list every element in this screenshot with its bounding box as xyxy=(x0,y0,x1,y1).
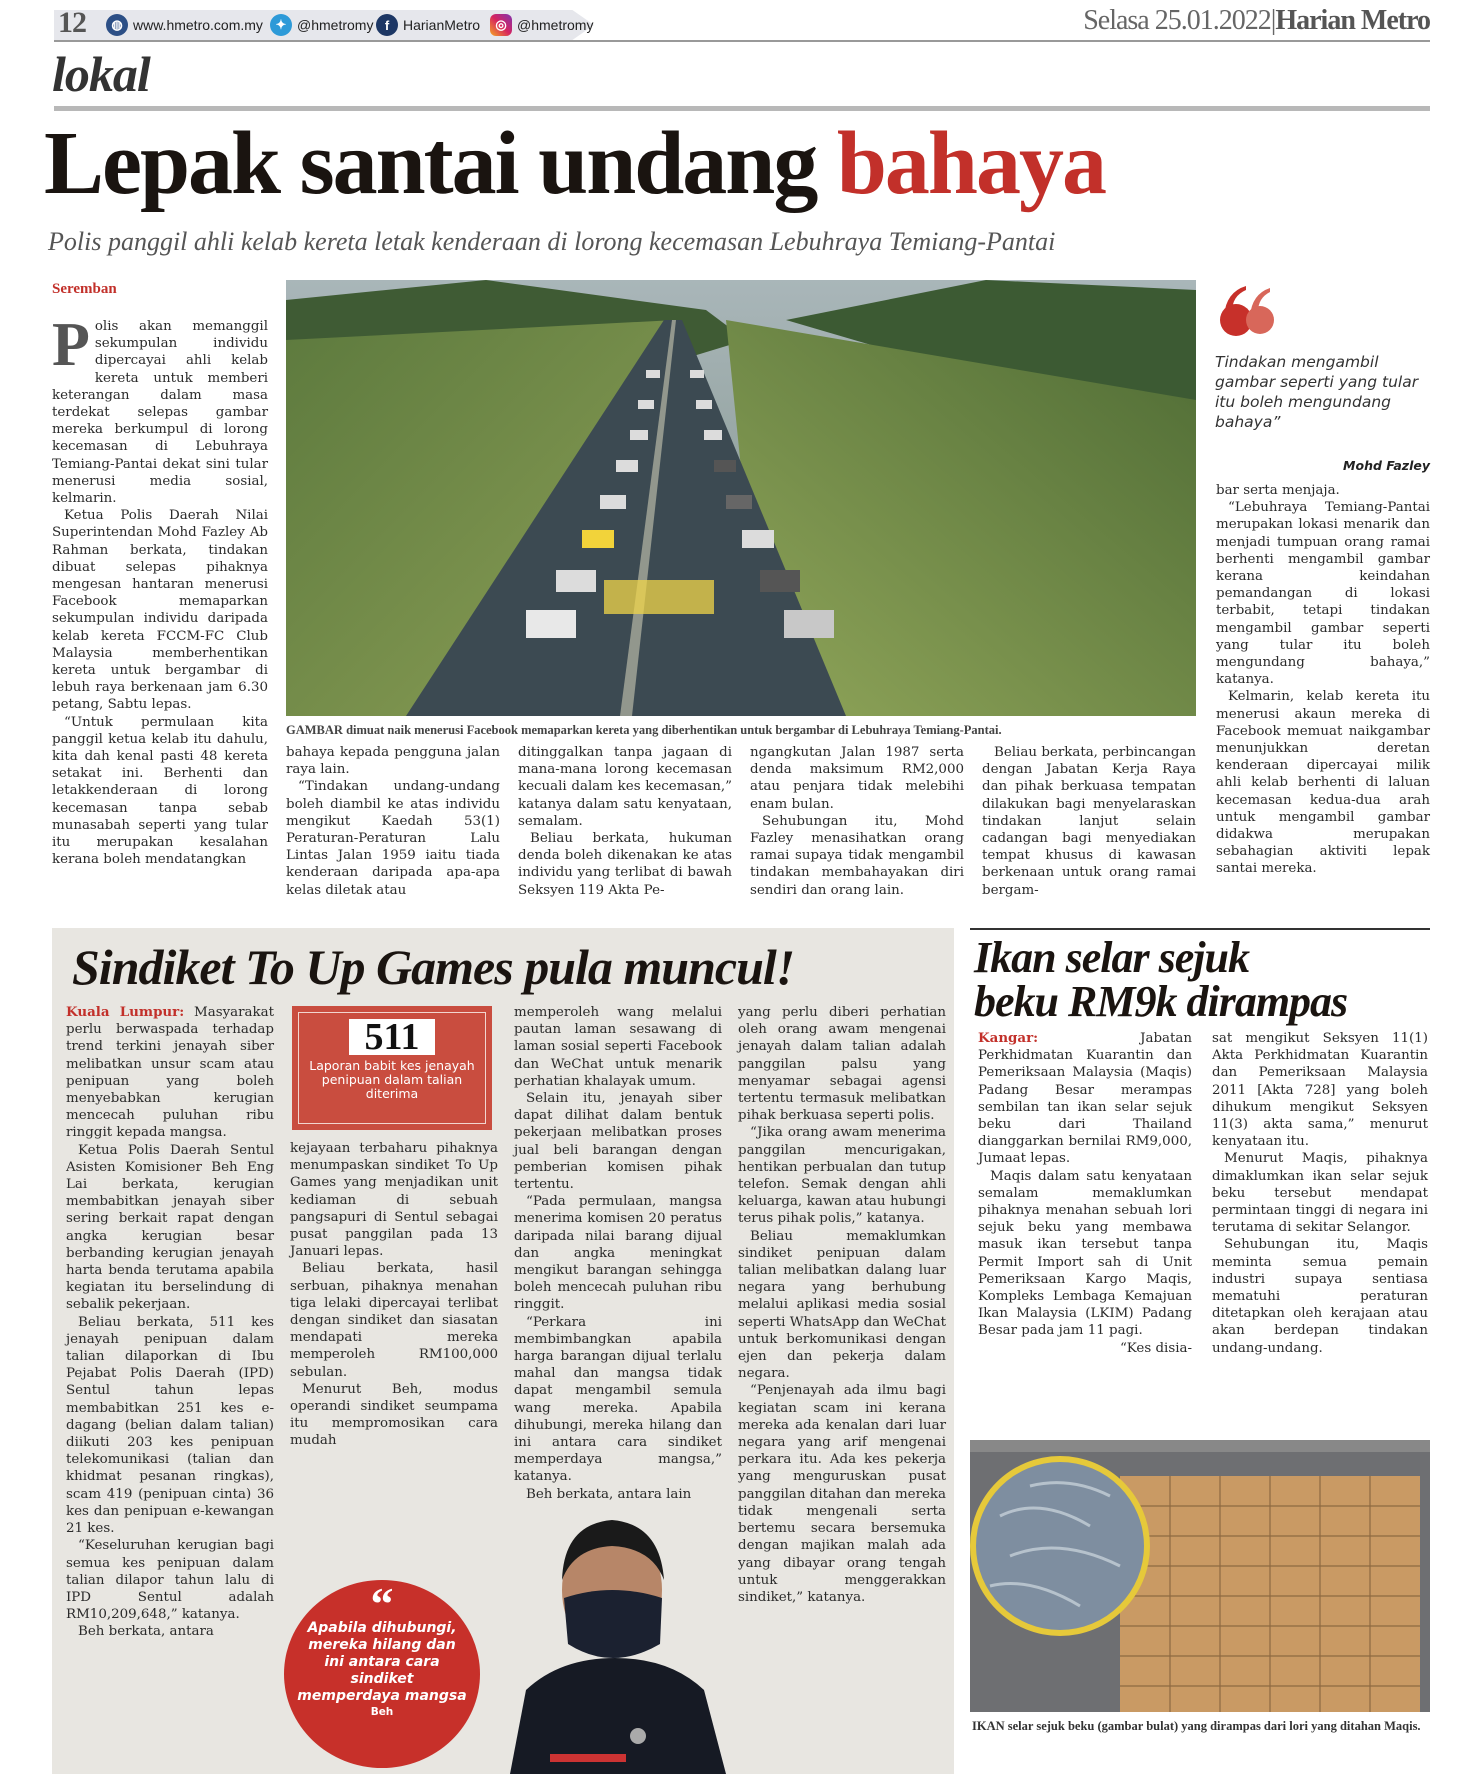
facebook-link[interactable] xyxy=(376,13,480,37)
paragraph: bahaya kepada pengguna jalan raya lain. xyxy=(286,745,500,778)
paragraph: Sehubungan itu, Mohd Fazley menasihatkan orang ramai supaya tidak mengambil tindakan membahayakan diri sendiri dan orang lain. xyxy=(750,813,964,898)
headline-red: bahaya xyxy=(836,114,1105,213)
paragraph: yang perlu diberi perhatian oleh orang awam mengenai jenayah dalam talian adalah panggilan palsu yang menyamar sebagai agensi tertentu termasuk melibatkan pihak berkuasa seperti polis. xyxy=(738,1005,946,1124)
paragraph: bar serta menjaja. xyxy=(1216,483,1340,498)
facebook-icon: f xyxy=(376,14,398,36)
fish-photo-caption: IKAN selar sejuk beku (gambar bulat) yang dirampas dari lori yang ditahan Maqis. xyxy=(972,1719,1421,1733)
issue-date: Selasa 25.01.2022 xyxy=(1083,5,1271,36)
sindiket-column-1 xyxy=(66,1004,274,1641)
seized-fish-photo xyxy=(970,1440,1430,1712)
website-text: www.hmetro.com.my xyxy=(133,17,263,33)
main-story-column-5 xyxy=(982,744,1196,899)
paragraph: Beh berkata, antara lain xyxy=(526,1486,692,1502)
officer-illustration xyxy=(500,1500,730,1774)
highway-car-lineup-photo xyxy=(286,280,1196,716)
paragraph: Kelmarin, kelab kereta itu menerusi akaun mereka di Facebook memuat naikgambar menunjukkan deretan kenderaan dipercayai milik ahli kelab berhenti di laluan kecemasan kedua-dua arah untuk mengambil gambar didakwa merupakan sebahagian aktiviti lepak santai mereka. xyxy=(1216,689,1430,877)
issue-dateline xyxy=(1083,4,1430,38)
sindiket-quote-attribution: Beh xyxy=(370,1706,394,1718)
pull-quote-attribution: Mohd Fazley xyxy=(1343,458,1430,473)
paragraph: Beh berkata, antara xyxy=(78,1624,214,1640)
instagram-handle: @hmetromy xyxy=(517,17,594,33)
paragraph: Beliau berkata, hasil serbuan, pihaknya menahan tiga lelaki dipercayai terlibat dengan sindiket dan siasatan mendapati mereka memperoleh RM100,000 sebulan. xyxy=(290,1261,498,1380)
stat-box xyxy=(292,1006,492,1130)
main-story-column-2 xyxy=(286,744,500,899)
ikan-headline xyxy=(974,933,1348,1026)
fish-lorry-illustration xyxy=(970,1440,1430,1712)
paragraph: “Kes disia- xyxy=(1119,1340,1192,1356)
ikan-column-2 xyxy=(1212,1030,1428,1357)
publication-name: Harian Metro xyxy=(1275,5,1430,36)
paragraph: “Penjenayah ada ilmu bagi kegiatan scam ini kerana mereka ada kenalan dari luar negara yang arif mengenai perkara itu. Ada kes pekerja yang menguruskan pusat panggilan ditahan dan mereka tidak mengenali serta bertemu secara bersemuka dengan majikan malah ada yang dibayar orang tengah untuk menggerakkan sindiket,” katanya. xyxy=(738,1383,946,1605)
paragraph: Beliau memaklumkan sindiket penipuan dalam talian melibatkan dalang luar negara yang berhubung melalui aplikasi media sosial seperti WhatsApp dan WeChat untuk berkomunikasi dengan ejen dan pekerja dalam negara. xyxy=(738,1228,946,1382)
sindiket-pull-quote xyxy=(284,1580,480,1768)
pull-quote: Tindakan mengambil gambar seperti yang tular itu boleh mengundang bahaya” xyxy=(1215,353,1419,431)
paragraph-text: olis akan memanggil sekumpulan individu dipercayai ahli kelab kereta untuk memberi keterangan dalam masa terdekat selepas gambar mereka berkumpul di lorong kecemasan di Lebuhraya Temiang-Pantai dekat sini tular menerusi media sosial, kelmarin. xyxy=(52,319,268,507)
quote-mark-icon xyxy=(1218,282,1278,342)
quote-mark-icon: “ xyxy=(370,1578,394,1629)
main-headline xyxy=(44,114,1105,214)
sindiket-dateline: Kuala Lumpur: xyxy=(66,1004,185,1020)
headline-black: Lepak santai undang xyxy=(44,114,817,213)
story-dateline: Seremban xyxy=(52,281,117,297)
paragraph: “Keseluruhan kerugian bagi semua kes penipuan dalam talian dilapor tahun lalu di IPD Sentul adalah RM10,209,648,” katanya. xyxy=(66,1538,274,1623)
twitter-link[interactable] xyxy=(270,13,373,37)
paragraph: Beliau berkata, perbincangan dengan Jabatan Kerja Raya dan pihak berkuasa tempatan dilakukan bagi menyelaraskan tindakan lanjut selain cadangan bagi menyediakan tempat khusus di kawasan berkenaan untuk orang ramai bergam- xyxy=(982,745,1196,898)
paragraph-text: Jabatan Perkhidmatan Kuarantin dan Pemeriksaan Malaysia (Maqis) Padang Besar merampas sembilan tan ikan selar sejuk beku dari Thailand dianggarkan bernilai RM9,000, Jumaat lepas. xyxy=(978,1031,1192,1167)
ikan-headline-line-1: Ikan selar sejuk xyxy=(974,933,1249,982)
photo-caption: GAMBAR dimuat naik menerusi Facebook memaparkan kereta yang diberhentikan untuk bergambar di Lebuhraya Temiang-Pantai. xyxy=(286,723,1002,737)
paragraph xyxy=(66,1004,274,1142)
main-story-column-6 xyxy=(1216,482,1430,878)
page-number: 12 xyxy=(58,6,86,39)
sindiket-column-4 xyxy=(738,1004,946,1606)
main-story-column-4 xyxy=(750,744,964,899)
section-rule xyxy=(54,106,1430,111)
stat-number: 511 xyxy=(349,1019,436,1055)
officer-photo xyxy=(500,1500,730,1774)
stat-label: Laporan babit kes jenayah penipuan dalam talian diterima xyxy=(309,1058,475,1101)
paragraph: memperoleh wang melalui pautan laman sesawang di laman sosial seperti Facebook dan WeChat untuk menarik perhatian khalayak umum. xyxy=(514,1005,722,1089)
dateline-separator: | xyxy=(1270,5,1276,36)
sindiket-column-3 xyxy=(514,1004,722,1503)
twitter-handle: @hmetromy xyxy=(297,17,374,33)
paragraph: Sehubungan itu, Maqis meminta semua pemain industri supaya sentiasa mematuhi peraturan ditetapkan oleh kerajaan atau akan berdepan tindakan undang-undang. xyxy=(1212,1237,1428,1356)
sindiket-headline: Sindiket To Up Games pula muncul! xyxy=(72,939,795,995)
sindiket-quote-text: Apabila dihubungi, mereka hilang dan ini antara cara sindiket memperdaya mangsa xyxy=(297,1620,467,1704)
paragraph: Menurut Beh, modus operandi sindiket seumpama itu mempromosikan cara mudah xyxy=(290,1381,498,1449)
stat-box-frame xyxy=(298,1012,486,1124)
instagram-icon: ◎ xyxy=(490,14,512,36)
section-label: lokal xyxy=(52,46,150,102)
ikan-dateline: Kangar: xyxy=(978,1030,1039,1046)
paragraph: kejayaan terbaharu pihaknya menumpaskan sindiket To Up Games yang menjadikan unit kediaman di sebuah pangsapuri di Sentul sebagai pusat panggilan pada 13 Januari lepas. xyxy=(290,1141,498,1260)
paragraph: Ketua Polis Daerah Sentul Asisten Komisioner Beh Eng Lai berkata, kerugian membabitkan jenayah siber sering berkait rapat dengan angka kerugian besar berbanding kerugian jenayah harta benda terutama apabila kegiatan itu berselindung di sebalik pekerjaan. xyxy=(66,1142,274,1313)
ikan-headline-line-2: beku RM9k dirampas xyxy=(974,977,1348,1026)
paragraph xyxy=(52,311,268,507)
paragraph: “Untuk permulaan kita panggil ketua kelab itu dahulu, kita dah kenal pasti 48 kereta setakat ini. Berhenti dan letakkenderaan di lorong kecemasan tanpa sebab munasabah seperti yang tular itu merupakan kesalahan kerana boleh mendatangkan xyxy=(52,714,268,868)
paragraph: ditinggalkan tanpa jagaan di mana-mana lorong kecemasan kecuali dalam kes kecemasan,” katanya dalam satu kenyataan, semalam. xyxy=(518,745,732,829)
instagram-link[interactable] xyxy=(490,13,593,37)
paragraph-text: Masyarakat perlu berwaspada terhadap trend terkini jenayah siber melibatkan unsur scam atau penipuan yang boleh menyebabkan kerugian mencecah puluhan ribu ringgit kepada mangsa. xyxy=(66,1005,274,1141)
main-story-column-1 xyxy=(52,311,268,869)
paragraph: Beliau berkata, hukuman denda boleh dikenakan ke atas individu yang terlibat di bawah Seksyen 119 Akta Pe- xyxy=(518,831,732,898)
paragraph: ngangkutan Jalan 1987 serta denda maksimum RM2,000 atau penjara tidak melebihi enam bulan. xyxy=(750,745,964,812)
paragraph xyxy=(978,1030,1192,1168)
paragraph: Maqis dalam satu kenyataan semalam memaklumkan pihaknya menahan sebuah lori sejuk beku yang membawa masuk ikan tersebut tanpa Permit Import sah di Unit Pemeriksaan Kargo Maqis, Kompleks Lembaga Kemajuan Ikan Malaysia (LKIM) Padang Besar pada jam 11 pagi. xyxy=(978,1168,1192,1339)
paragraph: Beliau berkata, 511 kes jenayah penipuan dalam talian dilaporkan di Ibu Pejabat Polis Daerah (IPD) Sentul tahun lepas membabitkan 251 kes e-dagang (belian dalam talian) diikuti 203 kes penipuan telekomunikasi (talian dan khidmat pesanan ringkas), scam 419 (penipuan cinta) 36 kes dan penipuan e-kewangan 21 kes. xyxy=(66,1314,274,1537)
globe-icon: ◍ xyxy=(106,14,128,36)
paragraph: Ketua Polis Daerah Nilai Superintendan Mohd Fazley Ab Rahman berkata, tindakan dibuat selepas pihaknya mengesan hantaran menerusi Facebook memaparkan sekumpulan individu daripada kelab kereta FCCM-FC Club Malaysia memberhentikan kereta untuk bergambar di lebuh raya berkenaan jam 6.30 petang, Sabtu lepas. xyxy=(52,508,268,713)
paragraph: “Perkara ini membimbangkan apabila harga barangan dijual terlalu mahal dan mangsa tidak dapat mengambil semula wang mereka. Apabila dihubungi, mereka hilang dan ini antara cara sindiket memperdaya mangsa,” katanya. xyxy=(514,1314,722,1485)
paragraph: Selain itu, jenayah siber dapat dilihat dalam bentuk pekerjaan melibatkan proses jual beli barangan dengan pemberian komisen pihak tertentu. xyxy=(514,1091,722,1193)
header-rule xyxy=(54,40,1430,42)
ikan-column-1 xyxy=(978,1030,1192,1357)
twitter-icon: ✦ xyxy=(270,14,292,36)
facebook-handle: HarianMetro xyxy=(403,17,481,33)
paragraph: “Jika orang awam menerima panggilan mencurigakan, hentikan perbualan dan tutup telefon. Semak dengan ahli keluarga, kawan atau hubungi terus pihak polis,” katanya. xyxy=(738,1125,946,1227)
paragraph: Menurut Maqis, pihaknya dimaklumkan ikan selar sejuk beku tersebut mendapat permintaan tinggi di negara ini terutama di sekitar Selangor. xyxy=(1212,1151,1428,1236)
paragraph: “Tindakan undang-undang boleh diambil ke atas individu mengikut Kaedah 53(1) Peraturan-Peraturan Lalu Lintas Jalan 1959 iaitu tiada kenderaan daripada apa-apa kelas diletak atau xyxy=(286,779,500,898)
highway-photo-illustration xyxy=(286,280,1196,716)
paragraph: “Pada permulaan, mangsa menerima komisen 20 peratus daripada nilai barang dijual dan angka meningkat mengikut barangan sehingga boleh mencecah puluhan ribu ringgit. xyxy=(514,1194,722,1313)
paragraph: “Lebuhraya Temiang-Pantai merupakan lokasi menarik dan menjadi tumpuan orang ramai berhenti mengambil gambar kerana keindahan pemandangan di lokasi terbabit, tetapi tindakan mengambil gambar seperti yang tular itu boleh mengundang bahaya,” katanya. xyxy=(1216,500,1430,688)
drop-cap: P xyxy=(52,311,90,379)
paragraph: sat mengikut Seksyen 11(1) Akta Perkhidmatan Kuarantin dan Pemeriksaan Malaysia 2011 [Akta 728] yang boleh dihukum mengikut Seksyen 11(3) akta sama,” menurut kenyataan itu. xyxy=(1212,1031,1428,1150)
website-link[interactable] xyxy=(106,13,263,37)
main-subheadline: Polis panggil ahli kelab kereta letak kenderaan di lorong kecemasan Lebuhraya Temiang-Pantai xyxy=(48,227,1056,256)
ikan-story-rule xyxy=(970,928,1430,930)
main-story-column-3 xyxy=(518,744,732,899)
sindiket-column-2 xyxy=(290,1140,498,1450)
